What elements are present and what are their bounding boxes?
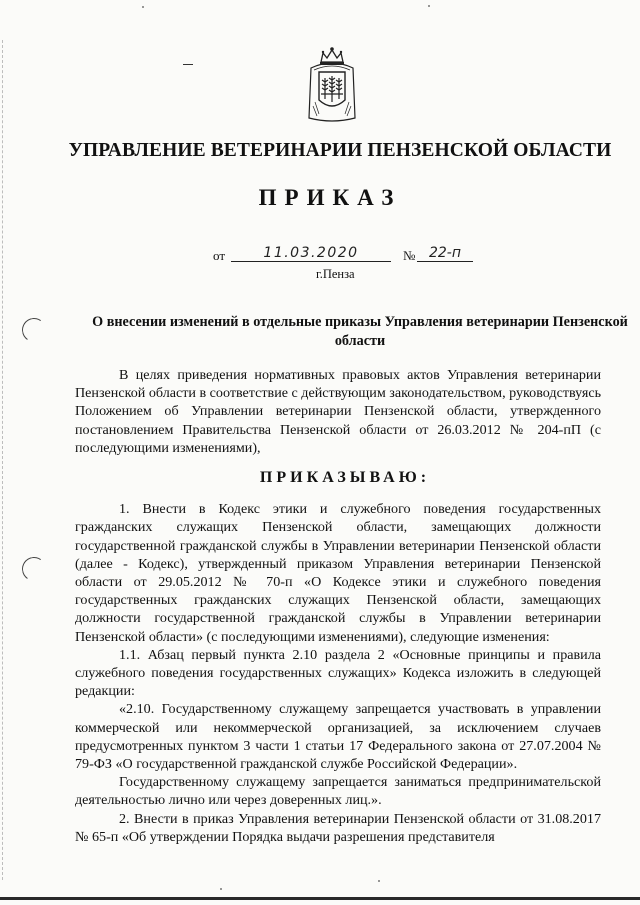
number-label: № bbox=[403, 248, 416, 263]
scan-left-border bbox=[2, 40, 3, 880]
scan-bottom-line bbox=[0, 897, 640, 900]
paragraph-1-1-quote: «2.10. Государственному служащему запрещается участвовать в управлении коммерческой или некоммерческой организацией, за исключением случаев предусмотренных пунктом 3 части 1 статьи 17 Федерального закона от 27.07.2004 № 79-ФЗ «О государственной гражданской службе Российской Федерации». bbox=[75, 701, 601, 773]
order-date: 11.03.2020 bbox=[231, 245, 391, 262]
preamble-paragraph: В целях приведения нормативных правовых актов Управления ветеринарии Пензенской области в соответствие с действующим законодательством, руководствуясь Положением об Управлении ветеринарии Пензенской области, утвержденного постановлением Правительства Пензенской области от 26.03.2012 № 204-пП (с последующими изменениями), bbox=[75, 367, 602, 456]
agency-name: УПРАВЛЕНИЕ ВЕТЕРИНАРИИ ПЕНЗЕНСКОЙ ОБЛАСТИ bbox=[68, 140, 612, 161]
paragraph-2: 2. Внести в приказ Управления ветеринарии Пензенской области от 31.08.2017 № 65-п «Об утверждении Порядка выдачи разрешения представителя bbox=[75, 810, 601, 845]
punch-hole-mark bbox=[20, 316, 48, 344]
coat-of-arms-icon bbox=[305, 44, 359, 126]
scan-speck bbox=[220, 888, 222, 890]
order-body bbox=[75, 366, 601, 846]
city: г.Пенза bbox=[316, 267, 355, 281]
date-prefix: от bbox=[213, 248, 226, 263]
date-number-line bbox=[213, 245, 473, 265]
paragraph-1: 1. Внести в Кодекс этики и служебного поведения государственных гражданских служащих Пензенской области, замещающих должности государственной гражданской службы в Управлении ветеринарии Пензенской области (далее - Кодекс), утвержденный приказом Управления ветеринарии Пензенской области от 29.05.2012 № 70-п «О Кодексе этики и служебного поведения государственных гражданских служащих Пензенской области, замещающих должности государственной гражданской службы в Управлении ветеринарии Пензенской области» (с последующими изменениями), следующие изменения: bbox=[75, 501, 601, 645]
paragraph-1-1: 1.1. Абзац первый пункта 2.10 раздела 2 «Основные принципы и правила служебного поведения государственных служащих» Кодекса изложить в следующей редакции: bbox=[75, 646, 601, 700]
order-subject: О внесении изменений в отдельные приказы Управления ветеринарии Пензенской области bbox=[92, 314, 628, 349]
punch-hole-mark bbox=[20, 555, 48, 583]
scan-speck bbox=[428, 5, 430, 7]
orders-heading: ПРИКАЗЫВАЮ: bbox=[259, 469, 431, 487]
document-title: ПРИКАЗ bbox=[258, 185, 402, 210]
paragraph-1-1-quote-2: Государственному служащему запрещается заниматься предпринимательской деятельностью лично или через доверенных лиц.». bbox=[75, 774, 601, 809]
order-number: 22-п bbox=[417, 245, 473, 262]
scan-speck bbox=[142, 6, 144, 8]
scan-dash-mark bbox=[183, 64, 193, 65]
scan-speck bbox=[378, 880, 380, 882]
